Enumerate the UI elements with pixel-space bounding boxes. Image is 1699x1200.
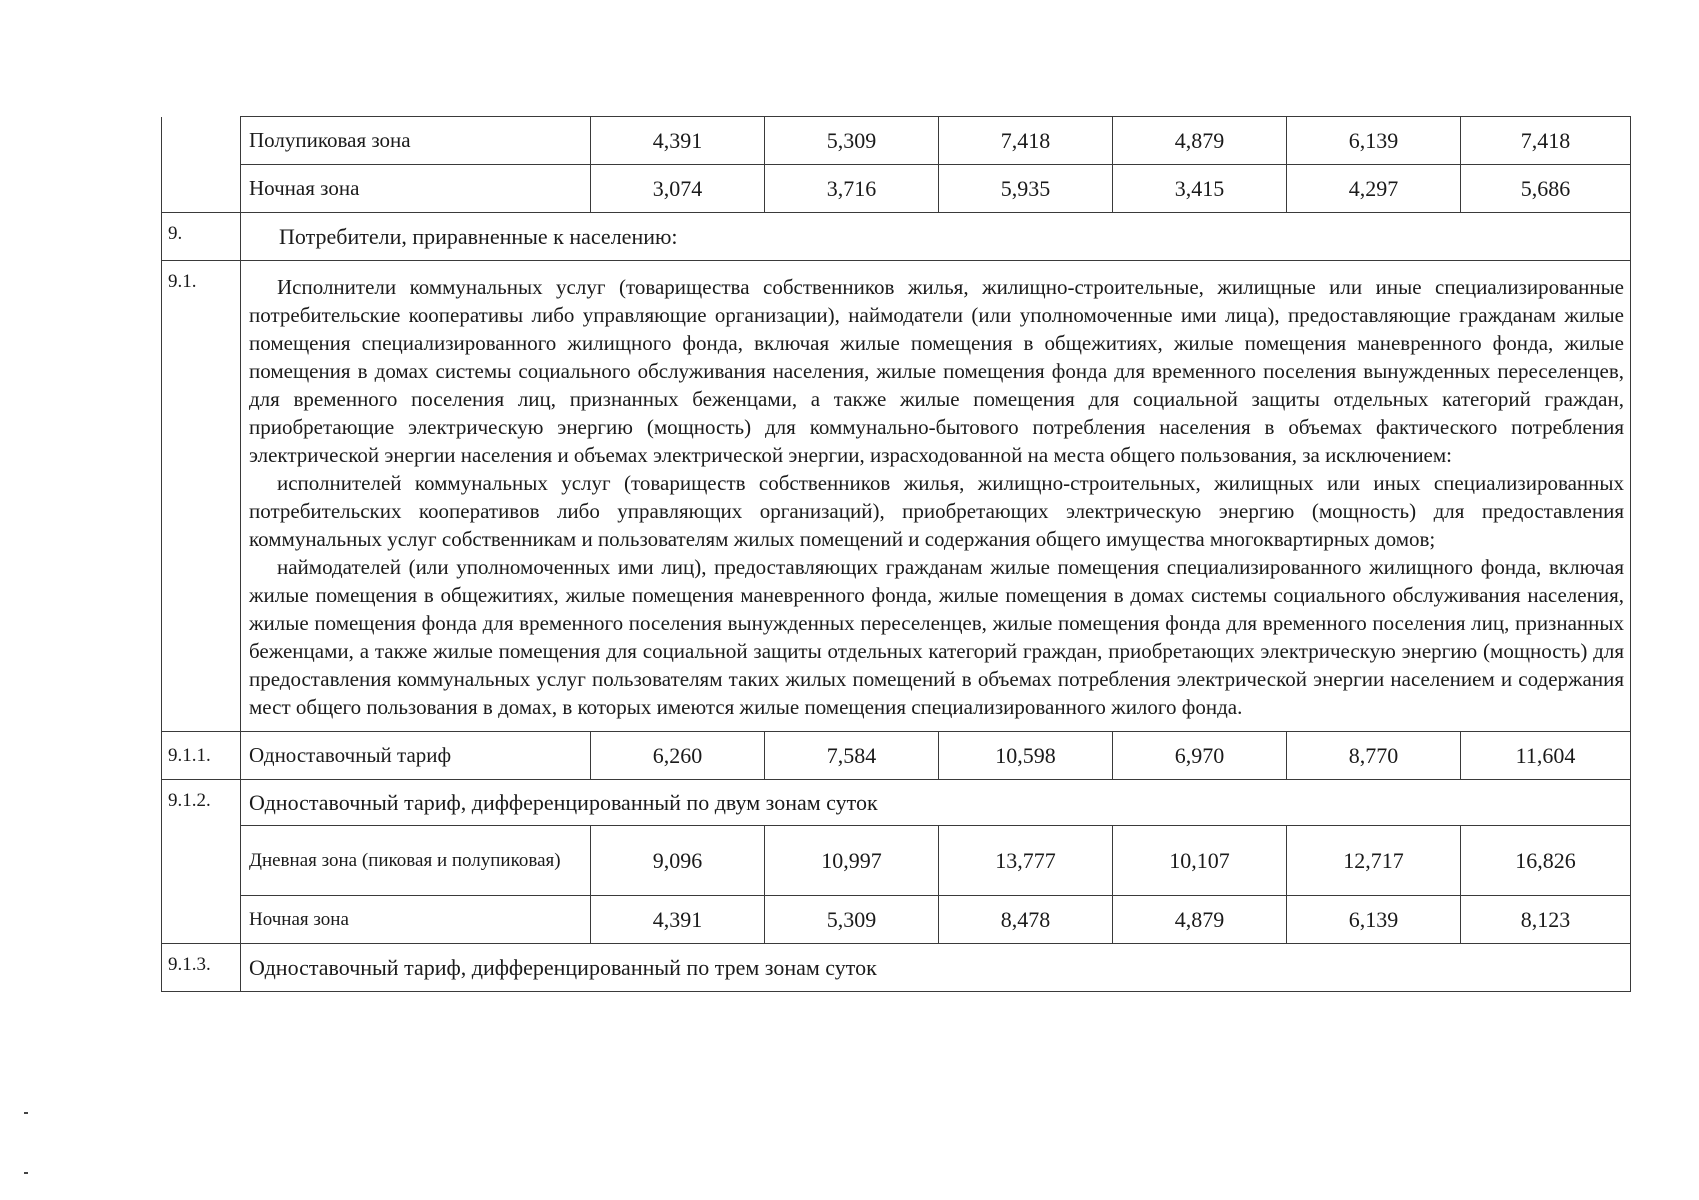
row-title: Одноставочный тариф, дифференцированный по двум зонам суток [241, 780, 1631, 826]
value-cell: 10,598 [939, 732, 1113, 780]
value-cell: 6,139 [1287, 896, 1461, 944]
value-cell: 11,604 [1461, 732, 1631, 780]
table-row [162, 732, 1631, 780]
section-number: 9. [162, 213, 241, 261]
value-cell: 12,717 [1287, 826, 1461, 896]
value-cell: 3,415 [1113, 165, 1287, 213]
table-row [162, 826, 1631, 896]
row-label: Ночная зона [241, 165, 591, 213]
section-row [162, 213, 1631, 261]
row-label: Одноставочный тариф [241, 732, 591, 780]
table-row [162, 896, 1631, 944]
row-label: Полупиковая зона [241, 117, 591, 165]
value-cell: 5,686 [1461, 165, 1631, 213]
value-cell: 10,997 [765, 826, 939, 896]
paragraph: исполнителей коммунальных услуг (товариществ собственников жилья, жилищно-строительных, жилищных или иных специализированных потребительских кооперативов либо управляющих организаций), приобретающих электрическую энергию (мощность) для предоставления коммунальных услуг собственникам и пользователям жилых помещений и содержания общего имущества многоквартирных домов; [249, 471, 1624, 551]
empty-number-cell [162, 117, 241, 213]
row-number: 9.1.1. [162, 732, 241, 780]
section-title: Потребители, приравненные к населению: [241, 213, 1631, 261]
table-row [162, 944, 1631, 992]
row-label: Дневная зона (пиковая и полупиковая) [241, 826, 591, 896]
paragraph: наймодателей (или уполномоченных ими лиц), предоставляющих гражданам жилые помещения специализированного жилищного фонда, включая жилые помещения в общежитиях, жилые помещения маневренного фонда, жилые помещения в домах системы социального обслуживания населения, жилые помещения фонда для временного поселения вынужденных переселенцев, жилые помещения фонда для временного поселения лиц, признанных беженцами, а также жилые помещения для социальной защиты отдельных категорий граждан, приобретающих электрическую энергию (мощность) для предоставления коммунальных услуг пользователям таких жилых помещений в объемах потребления электрической энергии населением и содержания мест общего пользования в домах, в которых имеются жилые помещения специализированного жилого фонда. [249, 555, 1624, 719]
value-cell: 4,391 [591, 896, 765, 944]
table-row [162, 165, 1631, 213]
value-cell: 5,309 [765, 117, 939, 165]
value-cell: 10,107 [1113, 826, 1287, 896]
value-cell: 8,123 [1461, 896, 1631, 944]
tariff-table [161, 116, 1631, 992]
value-cell: 4,391 [591, 117, 765, 165]
value-cell: 6,139 [1287, 117, 1461, 165]
value-cell: 5,309 [765, 896, 939, 944]
row-number: 9.1.2. [162, 780, 241, 944]
scan-mark [24, 1112, 28, 1114]
scan-mark [24, 1172, 28, 1174]
section-description [241, 261, 1631, 732]
value-cell: 8,478 [939, 896, 1113, 944]
value-cell: 7,418 [1461, 117, 1631, 165]
value-cell: 3,716 [765, 165, 939, 213]
section-number: 9.1. [162, 261, 241, 732]
value-cell: 6,260 [591, 732, 765, 780]
row-number: 9.1.3. [162, 944, 241, 992]
value-cell: 3,074 [591, 165, 765, 213]
section-row [162, 261, 1631, 732]
tariff-table-fragment [161, 116, 1630, 992]
row-label: Ночная зона [241, 896, 591, 944]
table-row [162, 117, 1631, 165]
value-cell: 9,096 [591, 826, 765, 896]
row-title: Одноставочный тариф, дифференцированный по трем зонам суток [241, 944, 1631, 992]
value-cell: 16,826 [1461, 826, 1631, 896]
value-cell: 4,879 [1113, 117, 1287, 165]
value-cell: 4,879 [1113, 896, 1287, 944]
value-cell: 6,970 [1113, 732, 1287, 780]
value-cell: 5,935 [939, 165, 1113, 213]
value-cell: 4,297 [1287, 165, 1461, 213]
table-row [162, 780, 1631, 826]
value-cell: 7,584 [765, 732, 939, 780]
value-cell: 7,418 [939, 117, 1113, 165]
value-cell: 13,777 [939, 826, 1113, 896]
value-cell: 8,770 [1287, 732, 1461, 780]
paragraph: Исполнители коммунальных услуг (товарищества собственников жилья, жилищно-строительные, жилищные или иные специализированные потребительские кооперативы либо управляющие организации), наймодатели (или уполномоченные ими лица), предоставляющие гражданам жилые помещения специализированного жилищного фонда, включая жилые помещения в общежитиях, жилые помещения маневренного фонда, жилые помещения в домах системы социального обслуживания населения, жилые помещения фонда для временного поселения вынужденных переселенцев, для временного поселения лиц, признанных беженцами, а также жилые помещения для социальной защиты отдельных категорий граждан, приобретающие электрическую энергию (мощность) для коммунально-бытового потребления населения в объемах фактического потребления электрической энергии населения и объемах электрической энергии, израсходованной на места общего пользования, за исключением: [249, 275, 1624, 467]
